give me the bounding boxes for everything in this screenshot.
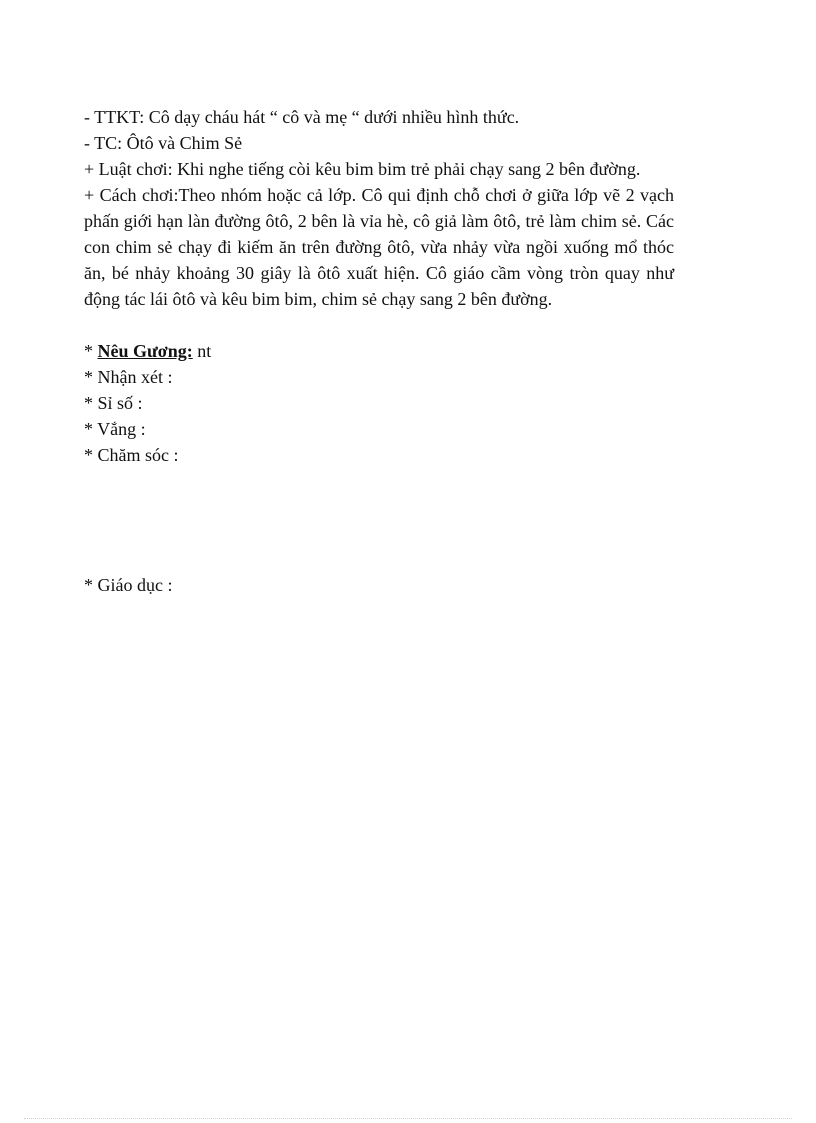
nhan-xet-line: * Nhận xét : [84,367,173,387]
si-so-line: * Sỉ số : [84,393,143,413]
cach-choi-paragraph: + Cách chơi:Theo nhóm hoặc cả lớp. Cô qui định chỗ chơi ở giữa lớp vẽ 2 vạch phấn giới hạn làn đường ôtô, 2 bên là vỉa hè, cô giả làm ôtô, trẻ làm chim sẻ. Các con chim sẻ chạy đi kiếm ăn trên đường ôtô, vừa nhảy vừa ngồi xuống mổ thóc ăn, bé nhảy khoảng 30 giây là ôtô xuất hiện. Cô giáo cầm vòng tròn quay như động tác lái ôtô và kêu bim bim, chim sẻ chạy sang 2 bên đường. [84,185,674,309]
paragraph-spacer [84,312,674,338]
luat-choi-paragraph: + Luật chơi: Khi nghe tiếng còi kêu bim bim trẻ phải chạy sang 2 bên đường. [84,159,641,179]
vang-line: * Vắng : [84,419,146,439]
section-spacer [84,468,674,572]
neu-guong-line [84,338,674,364]
page-bottom-border [24,1118,792,1119]
tc-line: - TC: Ôtô và Chim Sẻ [84,133,243,153]
neu-guong-value: nt [192,341,212,361]
neu-guong-bullet: * [84,341,98,361]
neu-guong-label: Nêu Gương: [97,341,193,361]
cham-soc-line: * Chăm sóc : [84,445,179,465]
ttkt-line: - TTKT: Cô dạy cháu hát “ cô và mẹ “ dưới nhiều hình thức. [84,107,520,127]
document-body [84,104,674,598]
giao-duc-line: * Giáo dục : [84,575,173,595]
